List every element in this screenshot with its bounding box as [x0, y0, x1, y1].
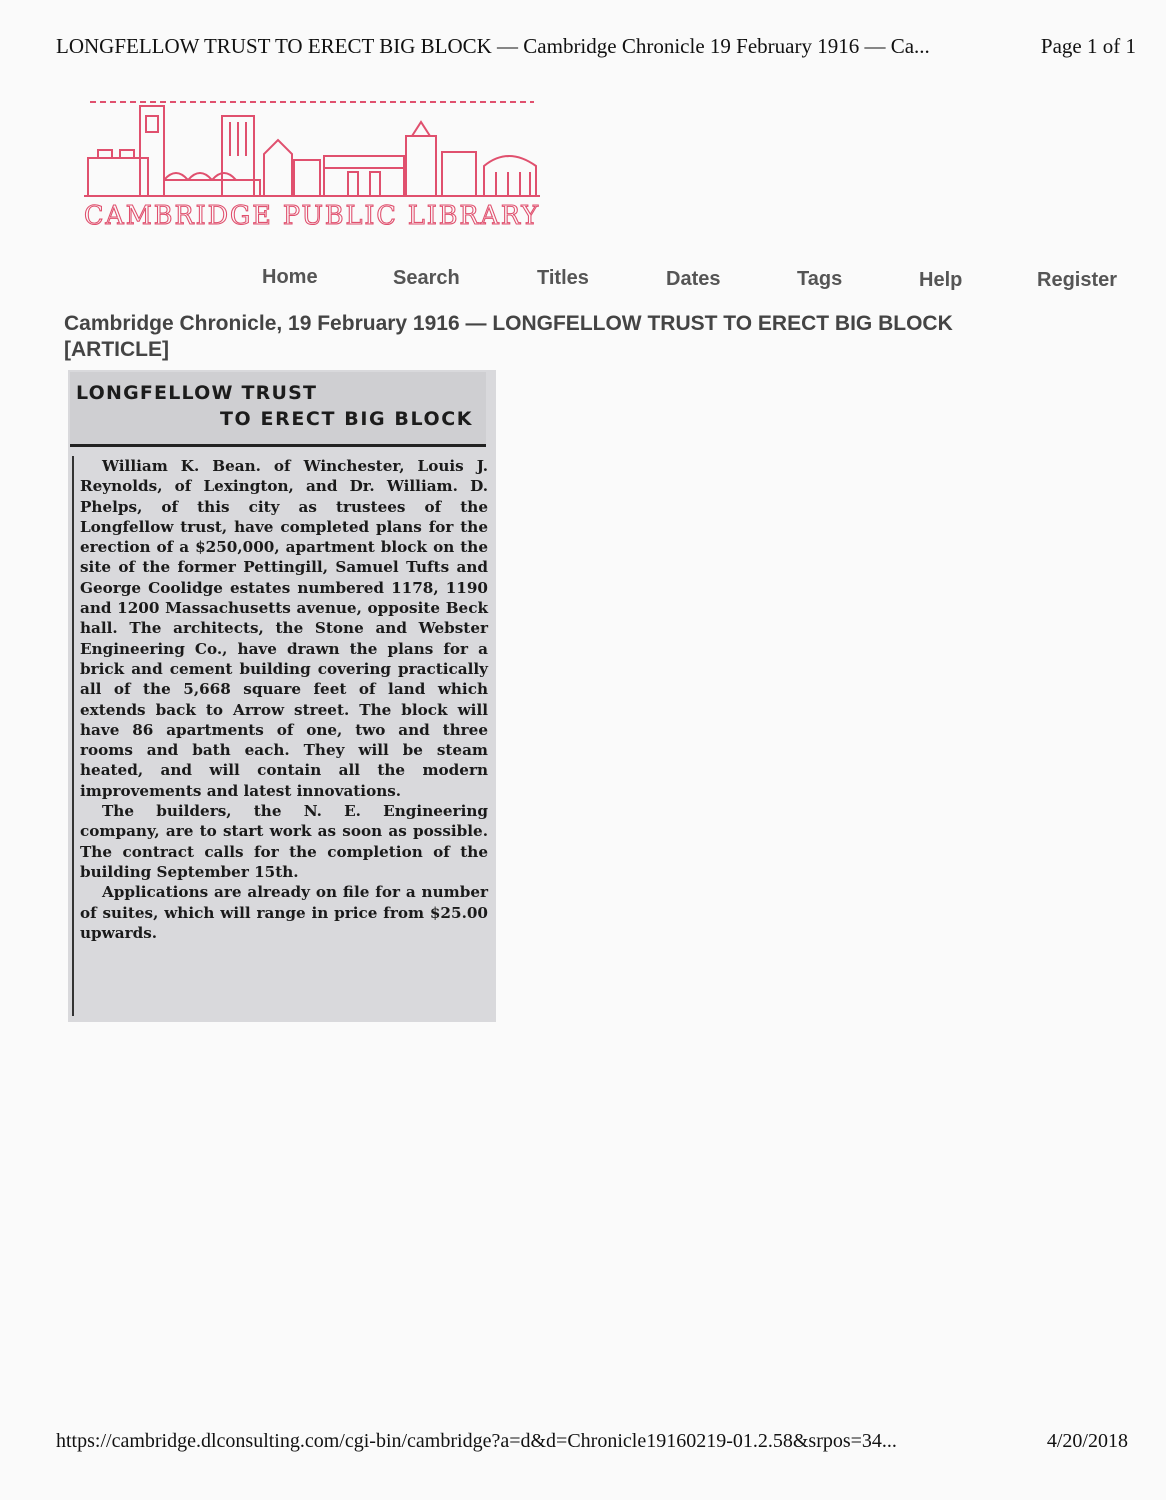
article-clipping-image	[68, 370, 496, 1022]
page-title-line: Cambridge Chronicle, 19 February 1916 — LONGFELLOW TRUST TO ERECT BIG BLOCK	[64, 312, 953, 335]
nav-home[interactable]: Home	[262, 266, 318, 288]
nav-titles[interactable]: Titles	[537, 267, 589, 289]
nav-register[interactable]: Register	[1037, 269, 1118, 291]
nav-help[interactable]: Help	[919, 269, 963, 291]
article-headline	[70, 372, 486, 447]
print-footer-url: https://cambridge.dlconsulting.com/cgi-bin/cambridge?a=d&d=Chronicle19160219-01.2.58&srpos=34...	[56, 1430, 897, 1452]
headline-line-2: TO ERECT BIG BLOCK	[220, 408, 474, 430]
logo-text: CAMBRIDGE PUBLIC LIBRARY	[84, 201, 540, 230]
main-navigation	[0, 266, 1166, 296]
article-type-label: [ARTICLE]	[64, 338, 169, 361]
print-header-page-number: Page 1 of 1	[1040, 34, 1136, 58]
page-title	[64, 311, 1064, 363]
article-paragraph: William K. Bean. of Winchester, Louis J. Reynolds, of Lexington, and Dr. William. D. Phelps, of this city as trustees of the Longfellow trust, have completed plans for the erection of a $250,000, apartment block on the site of the former Pettingill, Samuel Tufts and George Coolidge estates numbered 1178, 1190 and 1200 Massachusetts avenue, opposite Beck hall. The architects, the Stone and Webster Engineering Co., have drawn the plans for a brick and cement building covering practically all of the 5,668 square feet of land which extends back to Arrow street. The block will have 86 apartments of one, two and three rooms and bath each. They will be steam heated, and will contain all the modern improvements and latest innovations.	[80, 457, 488, 800]
cambridge-public-library-logo	[84, 96, 540, 230]
nav-dates[interactable]: Dates	[666, 268, 721, 290]
article-body	[72, 456, 492, 1016]
print-header-title: LONGFELLOW TRUST TO ERECT BIG BLOCK — Cambridge Chronicle 19 February 1916 — Ca...	[56, 34, 930, 58]
article-paragraph: Applications are already on file for a number of suites, which will range in price from $25.00 upwards.	[80, 883, 488, 942]
headline-line-1: LONGFELLOW TRUST	[76, 382, 318, 404]
library-logo-link[interactable]	[84, 96, 540, 230]
nav-search[interactable]: Search	[393, 267, 460, 289]
nav-tags[interactable]: Tags	[797, 268, 843, 290]
article-paragraph: The builders, the N. E. Engineering company, are to start work as soon as possible. The contract calls for the completion of the building September 15th.	[80, 802, 488, 881]
print-footer-date: 4/20/2018	[1046, 1430, 1128, 1452]
